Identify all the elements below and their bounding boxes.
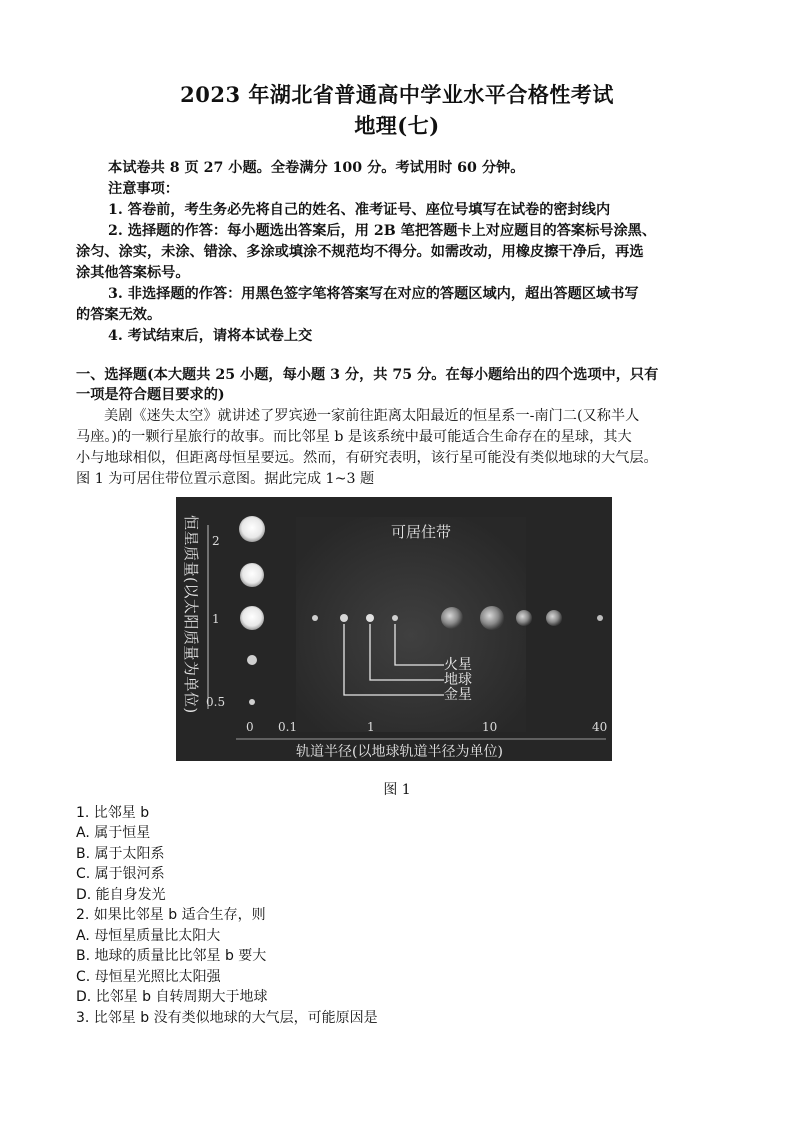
habitable-zone-label: 可居住带 [391, 523, 452, 541]
planet-neptune [546, 610, 562, 626]
planet-venus [340, 614, 348, 622]
x-axis-label: 轨道半径(以地球轨道半径为单位) [296, 744, 503, 760]
x-tick-40: 40 [592, 720, 608, 734]
notice-item-4: 4. 考试结束后，请将本试卷上交 [108, 328, 313, 344]
passage-line2: 马座。)的一颗行星旅行的故事。而比邻星 b 是该系统中最可能适合生命存在的星球，其大 [76, 429, 632, 445]
section-heading-line2: 一项是符合题目要求的) [76, 387, 225, 403]
question-2-option-b[interactable]: B. 地球的质量比比邻星 b 要大 [76, 948, 267, 964]
y-tick-2: 2 [212, 534, 220, 548]
notice-item-3-line2: 的答案无效。 [76, 307, 162, 323]
passage-line3: 小与地球相似，但距离母恒星要远。然而，有研究表明，该行星可能没有类似地球的大气层。 [76, 450, 658, 466]
figure-caption: 图 1 [383, 782, 411, 798]
question-1-stem: 1. 比邻星 b [76, 805, 150, 821]
notice-item-2-line1: 2. 选择题的作答：每小题选出答案后，用 2B 笔把答题卡上对应题目的答案标号涂黑、 [108, 223, 657, 239]
instructions-intro: 本试卷共 8 页 27 小题。全卷满分 100 分。考试用时 60 分钟。 [108, 160, 525, 176]
x-tick-0-1: 0.1 [278, 720, 298, 734]
question-1-option-a[interactable]: A. 属于恒星 [76, 825, 151, 841]
planet-uranus [516, 610, 532, 626]
x-tick-1: 1 [367, 720, 375, 734]
question-1-option-d[interactable]: D. 能自身发光 [76, 887, 166, 903]
question-2-option-d[interactable]: D. 比邻星 b 自转周期大于地球 [76, 989, 268, 1005]
notice-item-3-line1: 3. 非选择题的作答：用黑色签字笔将答案写在对应的答题区域内，超出答题区域书写 [108, 286, 639, 302]
star-mass-0-7 [247, 655, 257, 665]
passage-line4: 图 1 为可居住带位置示意图。据此完成 1~3 题 [76, 471, 375, 487]
question-3-stem: 3. 比邻星 b 没有类似地球的大气层，可能原因是 [76, 1010, 378, 1026]
question-1-option-c[interactable]: C. 属于银河系 [76, 866, 165, 882]
x-tick-10: 10 [482, 720, 498, 734]
planet-mars [392, 615, 398, 621]
y-tick-1: 1 [212, 612, 220, 626]
planet-mercury [312, 615, 318, 621]
planet-pluto [597, 615, 603, 621]
notice-item-2-line2: 涂匀、涂实，未涂、错涂、多涂或填涂不规范均不得分。如需改动，用橡皮擦干净后，再选 [76, 244, 644, 260]
star-mass-2 [239, 516, 265, 542]
notice-item-2-line3: 涂其他答案标号。 [76, 265, 190, 281]
exam-title: 2023 年湖北省普通高中学业水平合格性考试 [180, 82, 614, 107]
planet-jupiter [441, 607, 463, 629]
passage-line1: 美剧《迷失太空》就讲述了罗宾逊一家前往距离太阳最近的恒星系一-南门二(又称半人 [104, 408, 640, 424]
question-2-option-a[interactable]: A. 母恒星质量比太阳大 [76, 928, 221, 944]
section-heading-line1: 一、选择题(本大题共 25 小题，每小题 3 分，共 75 分。在每小题给出的四个选项中，只有 [76, 367, 659, 383]
label-venus: 金星 [444, 687, 472, 703]
habitable-zone-figure [176, 497, 612, 761]
planet-earth [366, 614, 374, 622]
planet-saturn [480, 606, 504, 630]
x-tick-0: 0 [246, 720, 254, 734]
label-mars: 火星 [444, 657, 472, 673]
star-mass-1 [240, 606, 264, 630]
y-tick-0-5: 0.5 [206, 695, 226, 709]
exam-subtitle: 地理(七) [354, 113, 440, 138]
star-mass-1-5 [240, 563, 264, 587]
notice-label: 注意事项： [108, 181, 179, 197]
notice-item-1: 1. 答卷前，考生务必先将自己的姓名、准考证号、座位号填写在试卷的密封线内 [108, 202, 611, 218]
question-1-option-b[interactable]: B. 属于太阳系 [76, 846, 165, 862]
question-2-stem: 2. 如果比邻星 b 适合生存，则 [76, 907, 266, 923]
label-earth: 地球 [444, 672, 472, 688]
y-axis-label: 恒星质量(以太阳质量为单位) [182, 515, 200, 714]
question-2-option-c[interactable]: C. 母恒星光照比太阳强 [76, 969, 221, 985]
star-mass-0-5 [249, 699, 255, 705]
